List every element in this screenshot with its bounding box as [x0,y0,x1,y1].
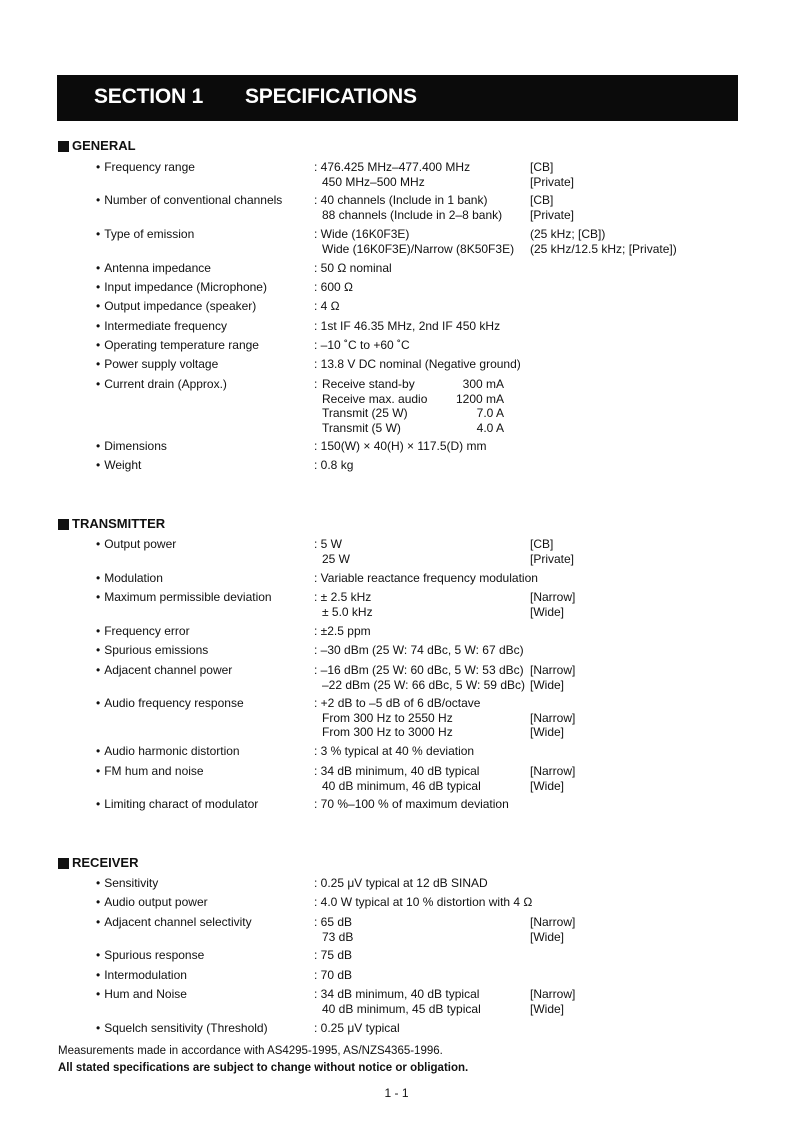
spec-note: [Private] [530,174,575,189]
spec-note: (25 kHz; [CB]) [530,227,606,241]
spec-amount: 1200 mA [455,391,504,406]
spec-label: • Type of emission [96,227,194,242]
spec-label: • Dimensions [96,439,167,454]
spec-value: : –16 dBm (25 W: 60 dBc, 5 W: 53 dBc) [314,663,524,678]
spec-value: Wide (16K0F3E)/Narrow (8K50F3E) [322,241,515,256]
spec-label: • Sensitivity [96,876,158,891]
heading-general: GENERAL [58,139,136,153]
spec-label: • Frequency error [96,624,190,639]
spec-label: • Weight [96,458,141,473]
spec-value: 88 channels (Include in 2–8 bank) [322,207,503,222]
spec-value: : 5 W [314,537,342,552]
spec-label: • Adjacent channel selectivity [96,915,252,930]
spec-value: : 70 %–100 % of maximum deviation [314,797,509,812]
spec-condition: Receive max. audio [322,391,428,406]
spec-value: : 0.8 kg [314,458,353,473]
spec-note: [Narrow] [530,590,576,604]
spec-value: : 70 dB [314,968,352,983]
section-number: SECTION 1 [94,85,204,108]
spec-note: [Narrow] [530,663,576,677]
spec-note: [Wide] [530,778,565,793]
spec-note: [Narrow] [530,710,576,725]
spec-label: • Spurious response [96,948,204,963]
heading-transmitter: TRANSMITTER [58,517,165,531]
spec-value: : 65 dB [314,915,352,930]
spec-value: : 3 % typical at 40 % deviation [314,744,474,759]
spec-note: [Wide] [530,677,565,692]
spec-amount: 4.0 A [476,420,504,435]
spec-condition: Transmit (5 W) [322,420,401,435]
spec-label: • Squelch sensitivity (Threshold) [96,1021,268,1036]
square-bullet-icon [58,141,69,152]
spec-label: • Current drain (Approx.) [96,377,227,392]
spec-note: [Private] [530,551,575,566]
spec-value: 450 MHz–500 MHz [322,174,425,189]
spec-note: [Wide] [530,725,565,739]
section-banner [57,75,738,121]
spec-label: • Intermodulation [96,968,187,983]
spec-value: : 75 dB [314,948,352,963]
spec-label: • Modulation [96,571,163,586]
disclaimer-note: All stated specifications are subject to change without notice or obligation. [58,1062,469,1074]
spec-note: [Narrow] [530,915,576,929]
spec-value: 40 dB minimum, 46 dB typical [322,778,481,793]
spec-value: : 0.25 μV typical at 12 dB SINAD [314,876,488,891]
spec-amount: 300 mA [462,377,504,391]
spec-value: : ±2.5 ppm [314,624,371,639]
spec-value: : +2 dB to –5 dB of 6 dB/octave [314,696,480,711]
spec-value: : ± 2.5 kHz [314,590,371,605]
spec-label: • Limiting charact of modulator [96,797,258,812]
spec-note: [Private] [530,207,575,222]
spec-note: [Narrow] [530,764,576,778]
spec-amount: 7.0 A [476,406,504,420]
spec-label: • Frequency range [96,160,195,175]
heading-receiver: RECEIVER [58,856,138,870]
spec-value: : 0.25 μV typical [314,1021,400,1036]
spec-value: : –10 ˚C to +60 ˚C [314,338,410,353]
spec-value: 25 W [322,551,351,566]
square-bullet-icon [58,858,69,869]
spec-note: (25 kHz/12.5 kHz; [Private]) [530,241,677,256]
spec-value: : Wide (16K0F3E) [314,227,409,242]
spec-value: 73 dB [322,929,354,944]
spec-condition: Receive stand-by [322,377,415,391]
spec-note: [Narrow] [530,987,576,1001]
spec-value: : 476.425 MHz–477.400 MHz [314,160,470,175]
spec-label: • FM hum and noise [96,764,204,779]
spec-label: • Audio frequency response [96,696,244,711]
spec-value: : –30 dBm (25 W: 74 dBc, 5 W: 67 dBc) [314,643,524,658]
measurements-note: Measurements made in accordance with AS4295-1995, AS/NZS4365-1996. [58,1045,443,1057]
spec-value: ± 5.0 kHz [322,604,373,619]
spec-label: • Number of conventional channels [96,193,282,208]
spec-note: [Wide] [530,604,565,619]
spec-note: [Wide] [530,929,565,944]
spec-note: [CB] [530,193,554,207]
spec-label: • Adjacent channel power [96,663,232,678]
spec-value: : 13.8 V DC nominal (Negative ground) [314,357,521,372]
spec-value: : 600 Ω [314,280,353,295]
spec-value: –22 dBm (25 W: 66 dBc, 5 W: 59 dBc) [322,677,525,692]
spec-value: : 34 dB minimum, 40 dB typical [314,764,479,779]
spec-value: : 34 dB minimum, 40 dB typical [314,987,479,1002]
spec-label: • Operating temperature range [96,338,259,353]
spec-label: • Intermediate frequency [96,319,227,334]
page-number: 1 - 1 [384,1086,409,1100]
spec-value: : 150(W) × 40(H) × 117.5(D) mm [314,439,487,454]
spec-value: : 50 Ω nominal [314,261,392,276]
section-title: SPECIFICATIONS [245,85,417,108]
spec-note: [CB] [530,160,554,174]
spec-label: • Spurious emissions [96,643,208,658]
spec-label: • Input impedance (Microphone) [96,280,267,295]
square-bullet-icon [58,519,69,530]
spec-value: From 300 Hz to 2550 Hz [322,710,453,725]
spec-value: : 4 Ω [314,299,340,314]
spec-value: : 40 channels (Include in 1 bank) [314,193,487,208]
spec-label: • Output power [96,537,176,552]
spec-label: • Power supply voltage [96,357,218,372]
spec-condition: Transmit (25 W) [322,406,408,420]
spec-label: • Audio output power [96,895,208,910]
colon-separator: : [314,377,318,391]
spec-value: From 300 Hz to 3000 Hz [322,725,453,739]
spec-note: [CB] [530,537,554,551]
spec-value: 40 dB minimum, 45 dB typical [322,1001,481,1016]
spec-value: : 4.0 W typical at 10 % distortion with 4 Ω [314,895,532,910]
spec-note: [Wide] [530,1001,565,1016]
spec-value: : Variable reactance frequency modulation [314,571,538,586]
spec-label: • Hum and Noise [96,987,187,1002]
spec-label: • Antenna impedance [96,261,211,276]
spec-label: • Maximum permissible deviation [96,590,272,605]
spec-value: : 1st IF 46.35 MHz, 2nd IF 450 kHz [314,319,500,334]
spec-label: • Output impedance (speaker) [96,299,256,314]
spec-label: • Audio harmonic distortion [96,744,240,759]
